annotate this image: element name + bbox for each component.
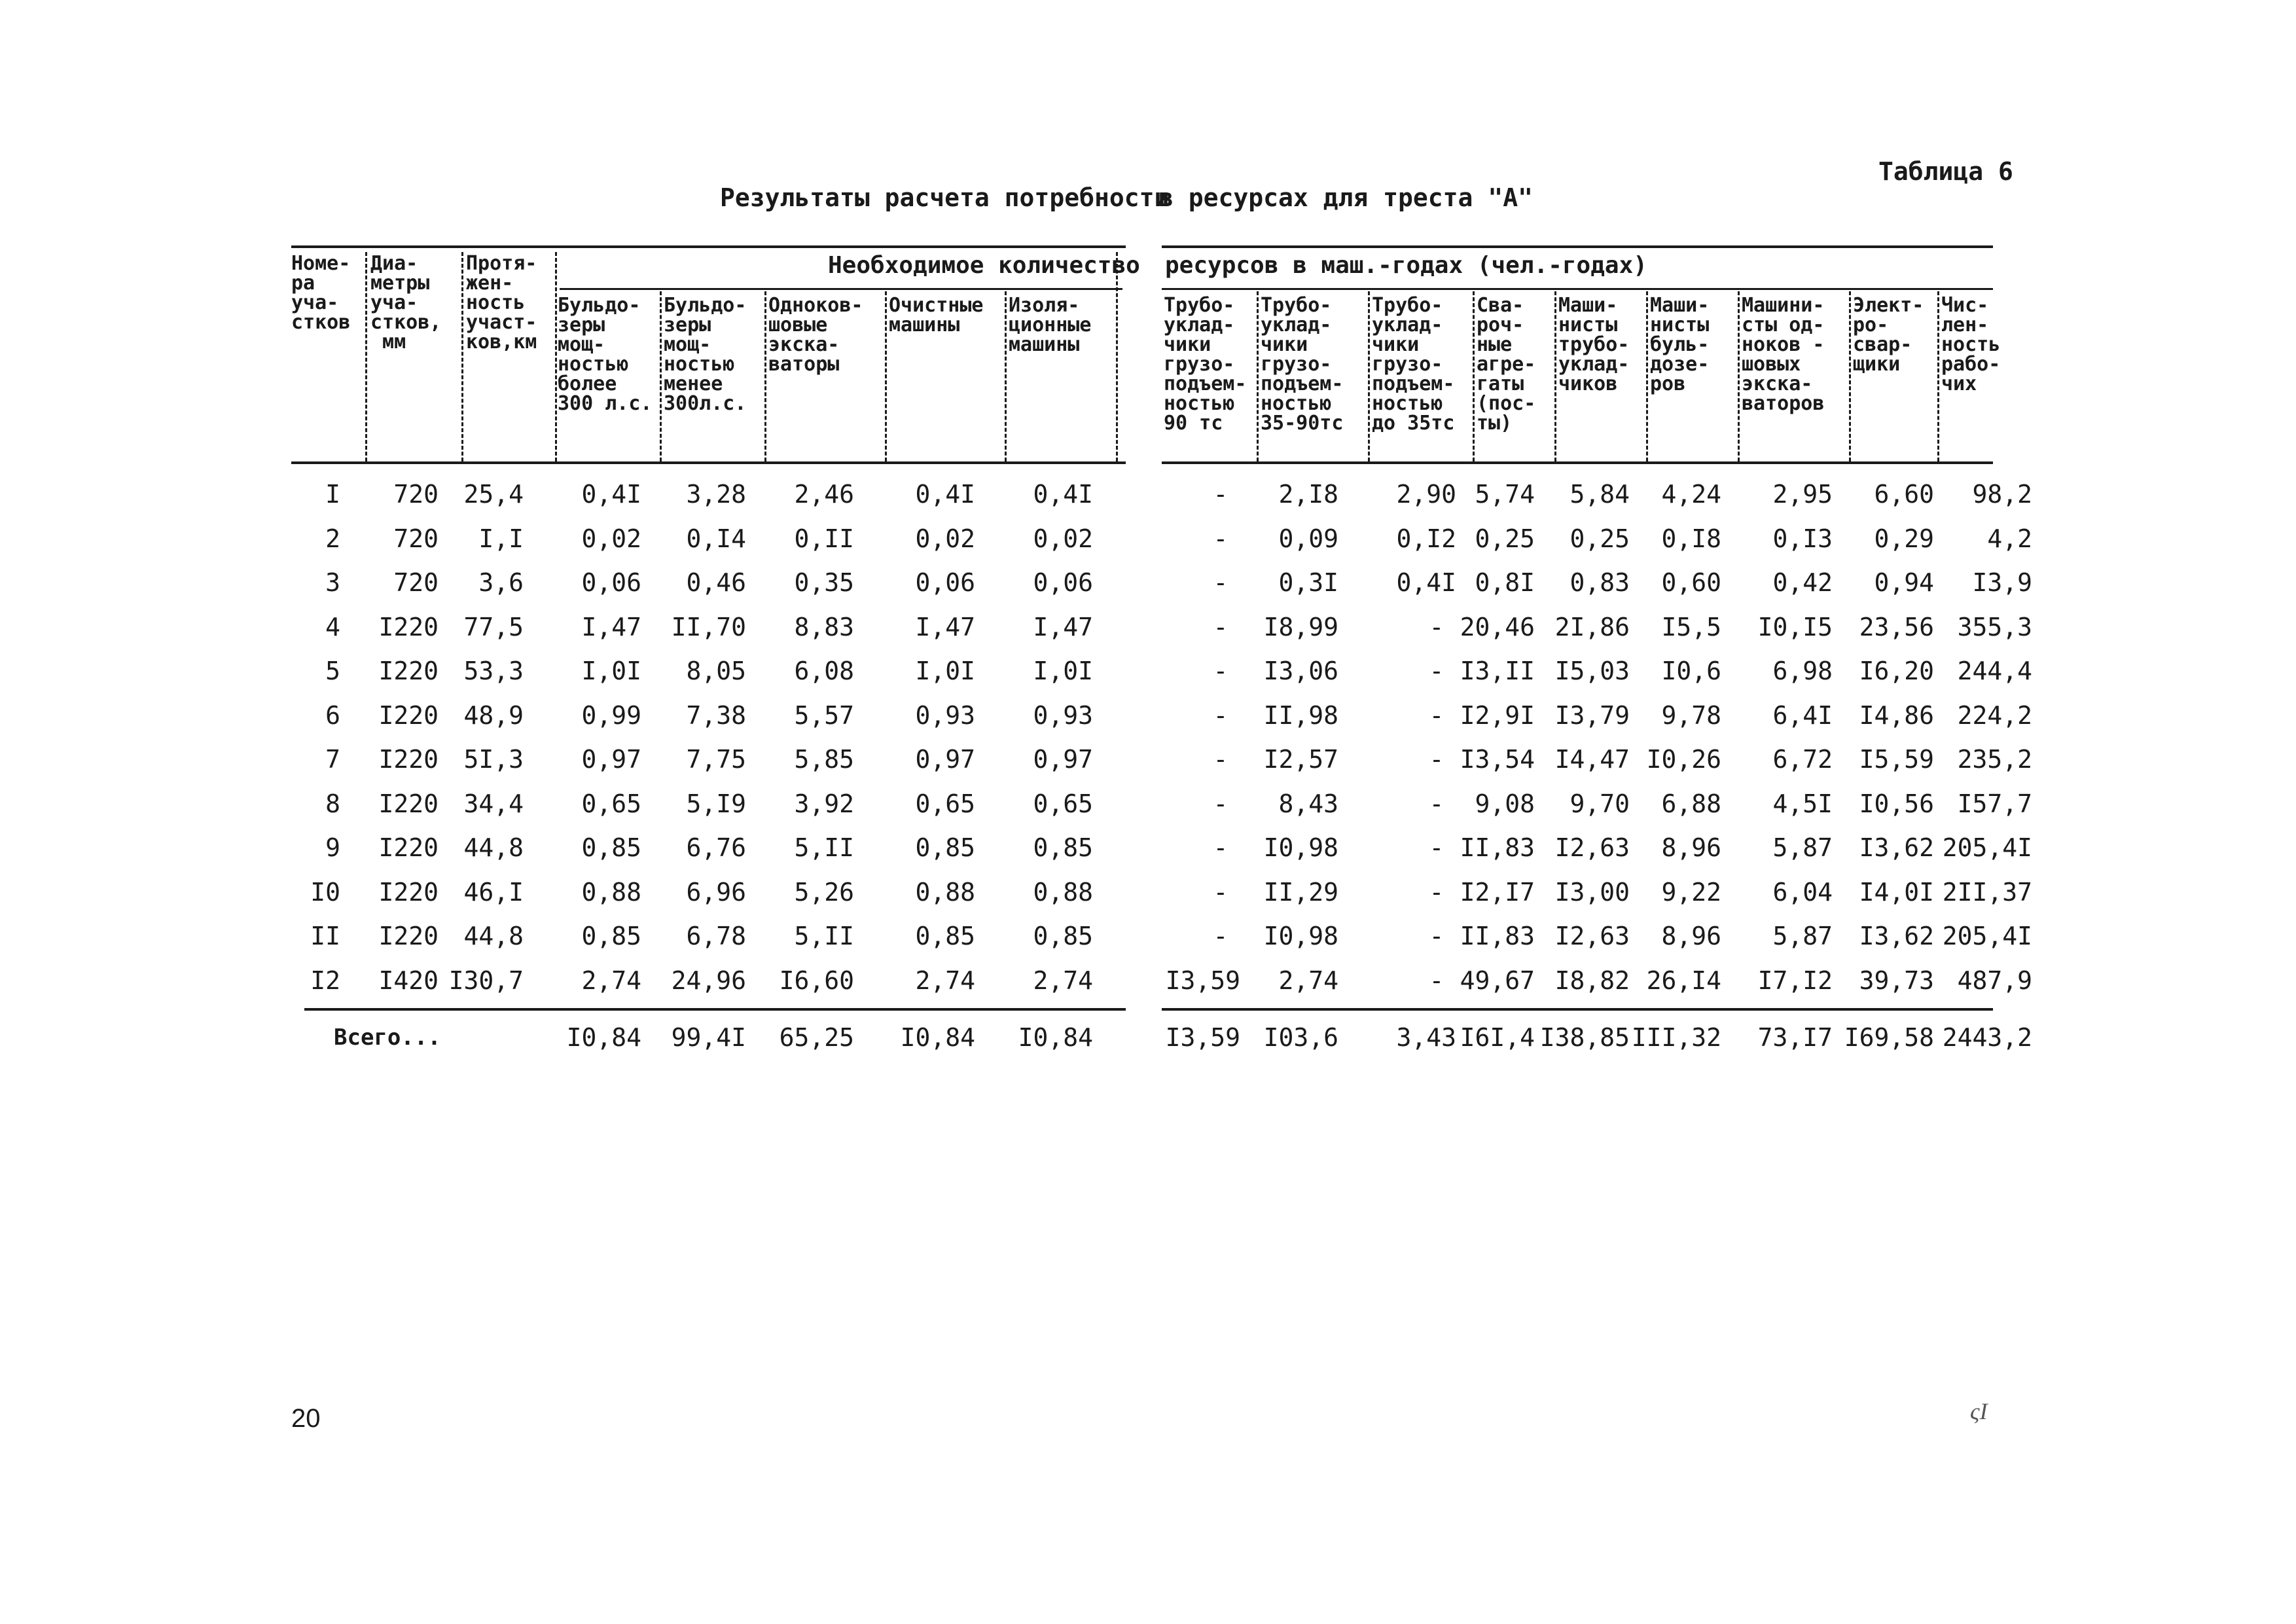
table-cell: 0,97 [1033, 745, 1093, 774]
table-cell: I8,99 [1263, 612, 1338, 641]
table-cell: I0,I5 [1757, 612, 1833, 641]
table-cell: 205,4I [1942, 833, 2032, 862]
table-cell: I4,86 [1859, 700, 1934, 730]
col-divider [1473, 291, 1475, 461]
table-cell: 0,02 [1033, 524, 1093, 553]
table-cell: 0,93 [1033, 700, 1093, 730]
table-cell: 224,2 [1957, 700, 2032, 730]
table-cell: 0,65 [581, 789, 641, 818]
col-divider [1937, 291, 1939, 461]
col-divider [764, 291, 766, 461]
table-cell: I7,I2 [1757, 965, 1833, 995]
row-number: 6 [325, 700, 340, 730]
col-divider [1646, 291, 1648, 461]
table-cell: I6,60 [779, 965, 854, 995]
table-cell: I,0I [915, 657, 975, 685]
table-cell: 23,56 [1859, 612, 1934, 641]
table-cell: - [1213, 480, 1229, 509]
table-cell: 0,85 [581, 833, 641, 862]
row-number: 7 [325, 745, 340, 774]
table-cell: 8,43 [1278, 789, 1338, 818]
table-cell: 0,88 [915, 877, 975, 907]
table-cell: I3,62 [1859, 833, 1934, 862]
table-cell: 25,4 [463, 480, 524, 509]
table-cell: 44,8 [463, 833, 524, 862]
table-cell: I220 [378, 657, 439, 685]
table-cell: 0,97 [915, 745, 975, 774]
row-number: 8 [325, 789, 340, 818]
table-cell: - [1213, 657, 1229, 685]
table-cell: 5,84 [1570, 480, 1630, 509]
col-divider [365, 252, 367, 461]
table-cell: I220 [378, 922, 439, 950]
table-cell: 77,5 [463, 612, 524, 641]
table-cell: 0,4I [1033, 480, 1093, 509]
table-cell: I5,03 [1554, 657, 1630, 685]
table-cell: - [1429, 612, 1444, 641]
col-divider [1005, 291, 1007, 461]
row-number: 2 [325, 524, 340, 553]
table-cell: 355,3 [1957, 612, 2032, 641]
col-header-workers-count: Чис- лен- ность рабо- чих [1941, 294, 2001, 395]
table-cell: 6,98 [1772, 657, 1833, 685]
table-cell: 9,22 [1661, 877, 1721, 907]
table-cell: I6,20 [1859, 657, 1934, 685]
table-cell: 0,09 [1278, 524, 1338, 553]
table-cell: 0,85 [1033, 922, 1093, 950]
table-cell: 6,96 [686, 877, 746, 907]
table-cell: 8,96 [1661, 922, 1721, 950]
table-cell: - [1429, 745, 1444, 774]
table-cell: 0,06 [581, 568, 641, 597]
table-cell: 0,02 [915, 524, 975, 553]
table-cell: 98,2 [1972, 480, 2032, 509]
col-divider [1116, 252, 1118, 461]
table-cell: II,83 [1460, 922, 1535, 950]
table-cell: 7,75 [686, 745, 746, 774]
table-cell: 8,05 [686, 657, 746, 685]
table-cell: 2,74 [581, 965, 641, 995]
table-cell: 0,02 [581, 524, 641, 553]
table-cell: 6,72 [1772, 745, 1833, 774]
table-cell: 5,87 [1772, 922, 1833, 950]
table-cell: I0,56 [1859, 789, 1934, 818]
col-divider [1849, 291, 1851, 461]
header-bottom-rule-right [1162, 461, 1993, 464]
col-header-welders: Элект- ро- свар- щики [1853, 294, 1924, 376]
table-cell: I,47 [915, 612, 975, 641]
table-cell: I30,7 [448, 965, 524, 995]
table-cell: I3,06 [1263, 657, 1338, 685]
table-cell: 0,I8 [1661, 524, 1721, 553]
table-cell: 487,9 [1957, 965, 2032, 995]
header-bottom-rule-left [291, 461, 1126, 464]
totals-cell: 73,I7 [1757, 1023, 1833, 1052]
table-cell: I2,I7 [1460, 877, 1535, 907]
col-divider [1738, 291, 1740, 461]
table-cell: 0,88 [1033, 877, 1093, 907]
totals-label: Всего... [334, 1024, 441, 1051]
totals-cell: I0,84 [566, 1023, 641, 1052]
table-cell: - [1213, 877, 1229, 907]
row-number: 9 [325, 833, 340, 862]
table-cell: I3,59 [1165, 965, 1240, 995]
table-cell: 2,95 [1772, 480, 1833, 509]
table-cell: I2,9I [1460, 700, 1535, 730]
row-number: 3 [325, 568, 340, 597]
table-cell: - [1213, 789, 1229, 818]
table-cell: 5,85 [794, 745, 854, 774]
table-cell: 9,78 [1661, 700, 1721, 730]
table-cell: 53,3 [463, 657, 524, 685]
table-cell: I2,57 [1263, 745, 1338, 774]
totals-cell: I38,85 [1539, 1023, 1630, 1052]
table-cell: 720 [393, 524, 439, 553]
table-cell: 6,76 [686, 833, 746, 862]
table-cell: 9,08 [1475, 789, 1535, 818]
table-cell: 720 [393, 568, 439, 597]
table-cell: 0,83 [1570, 568, 1630, 597]
table-cell: - [1429, 922, 1444, 950]
table-cell: I8,82 [1554, 965, 1630, 995]
subheader-rule-left [560, 288, 1122, 290]
row-number: I0 [310, 877, 340, 907]
table-cell: I220 [378, 877, 439, 907]
table-cell: - [1429, 965, 1444, 995]
table-cell: I3,62 [1859, 922, 1934, 950]
table-cell: 2,74 [1278, 965, 1338, 995]
table-cell: I3,9 [1972, 568, 2032, 597]
table-cell: 7,38 [686, 700, 746, 730]
top-rule-left [291, 245, 1126, 248]
table-number: Таблица 6 [1878, 157, 2013, 186]
table-cell: 4,5I [1772, 789, 1833, 818]
table-cell: 720 [393, 480, 439, 509]
col-divider [555, 252, 557, 461]
table-cell: I4,47 [1554, 745, 1630, 774]
totals-cell: 2443,2 [1942, 1023, 2032, 1052]
table-cell: 0,4I [915, 480, 975, 509]
col-divider [885, 291, 887, 461]
table-cell: II,29 [1263, 877, 1338, 907]
totals-cell: 99,4I [671, 1023, 746, 1052]
table-cell: 5,II [794, 833, 854, 862]
table-cell: 5I,3 [463, 745, 524, 774]
table-cell: 6,78 [686, 922, 746, 950]
table-cell: 0,85 [915, 833, 975, 862]
table-cell: 2I,86 [1554, 612, 1630, 641]
table-cell: - [1429, 700, 1444, 730]
table-cell: I,0I [1033, 657, 1093, 685]
table-cell: I3,00 [1554, 877, 1630, 907]
caption-right: в ресурсах для треста "А" [1158, 183, 1533, 212]
page-number: 20 [291, 1404, 321, 1433]
page-mark-right: ςI [1970, 1398, 1988, 1424]
span-header-left: Необходимое количество [828, 252, 1140, 279]
table-cell: 0,06 [1033, 568, 1093, 597]
table-cell: 48,9 [463, 700, 524, 730]
table-cell: 20,46 [1460, 612, 1535, 641]
row-number: 5 [325, 657, 340, 685]
col-divider [1368, 291, 1370, 461]
table-cell: 5,74 [1475, 480, 1535, 509]
table-cell: - [1429, 877, 1444, 907]
table-cell: 2,46 [794, 480, 854, 509]
row-number: II [310, 922, 340, 950]
table-cell: 0,65 [1033, 789, 1093, 818]
table-cell: I220 [378, 789, 439, 818]
table-cell: 5,26 [794, 877, 854, 907]
table-cell: I220 [378, 612, 439, 641]
col-header-cleaning-machines: Очистные машины [889, 294, 984, 336]
table-cell: 0,8I [1475, 568, 1535, 597]
table-cell: 34,4 [463, 789, 524, 818]
totals-rule-left [304, 1008, 1126, 1011]
table-cell: II,70 [671, 612, 746, 641]
totals-cell: I03,6 [1263, 1023, 1338, 1052]
table-cell: I,47 [581, 612, 641, 641]
col-header-welding-units: Сва- роч- ные агре- гаты (пос- ты) [1477, 294, 1536, 435]
span-header-right: ресурсов в маш.-годах (чел.-годах) [1165, 252, 1647, 279]
totals-cell: I6I,4 [1460, 1023, 1535, 1052]
totals-cell: I0,84 [900, 1023, 975, 1052]
table-cell: I3,54 [1460, 745, 1535, 774]
table-cell: 0,4I [581, 480, 641, 509]
totals-cell: 3,43 [1396, 1023, 1456, 1052]
table-cell: I2,63 [1554, 922, 1630, 950]
table-cell: 24,96 [671, 965, 746, 995]
table-cell: 0,97 [581, 745, 641, 774]
table-cell: I5,59 [1859, 745, 1934, 774]
col-divider [1554, 291, 1556, 461]
table-cell: 3,6 [478, 568, 524, 597]
table-cell: 0,06 [915, 568, 975, 597]
table-cell: 0,I3 [1772, 524, 1833, 553]
table-cell: 0,85 [581, 922, 641, 950]
table-cell: I,47 [1033, 612, 1093, 641]
col-header-diameter: Диа- метры уча- стков, мм [370, 252, 442, 353]
caption-left: Результаты расчета потребности [720, 183, 1170, 212]
row-number: I2 [310, 965, 340, 995]
totals-cell: I0,84 [1018, 1023, 1093, 1052]
top-rule-right [1162, 245, 1993, 248]
table-cell: 2,90 [1396, 480, 1456, 509]
table-cell: 205,4I [1942, 922, 2032, 950]
totals-cell: 65,25 [779, 1023, 854, 1052]
table-cell: 0,88 [581, 877, 641, 907]
col-header-pipelayers-90: Трубо- уклад- чики грузо- подъем- ностью 90 тс [1164, 294, 1247, 435]
col-header-pipelayers-under-35: Трубо- уклад- чики грузо- подъем- ностью до 35тс [1372, 294, 1455, 435]
table-cell: 4,24 [1661, 480, 1721, 509]
table-cell: 3,28 [686, 480, 746, 509]
table-cell: 26,I4 [1646, 965, 1721, 995]
table-cell: 6,60 [1874, 480, 1934, 509]
table-cell: I3,II [1460, 657, 1535, 685]
table-cell: - [1213, 745, 1229, 774]
table-cell: 244,4 [1957, 657, 2032, 685]
table-cell: 0,25 [1475, 524, 1535, 553]
table-cell: 235,2 [1957, 745, 2032, 774]
table-cell: 0,46 [686, 568, 746, 597]
table-cell: 0,4I [1396, 568, 1456, 597]
table-cell: - [1213, 922, 1229, 950]
table-cell: 8,96 [1661, 833, 1721, 862]
table-cell: 2,74 [1033, 965, 1093, 995]
table-cell: 0,94 [1874, 568, 1934, 597]
table-cell: 0,3I [1278, 568, 1338, 597]
col-divider [1257, 291, 1259, 461]
table-cell: 0,25 [1570, 524, 1630, 553]
col-divider [660, 291, 662, 461]
table-cell: 0,99 [581, 700, 641, 730]
table-cell: II,83 [1460, 833, 1535, 862]
table-cell: 0,42 [1772, 568, 1833, 597]
table-cell: 0,93 [915, 700, 975, 730]
subheader-rule-right [1162, 288, 1993, 290]
col-divider [461, 252, 463, 461]
table-cell: I220 [378, 745, 439, 774]
col-header-section-no: Номе- ра уча- стков [291, 252, 351, 334]
col-header-bulldozers-over-300: Бульдо- зеры мощ- ностью более 300 л.с. [558, 294, 653, 415]
table-cell: - [1213, 612, 1229, 641]
table-cell: 2,74 [915, 965, 975, 995]
table-cell: I,0I [581, 657, 641, 685]
col-header-single-bucket-excavators: Одноков- шовые экска- ваторы [768, 294, 863, 376]
table-cell: I4,0I [1859, 877, 1934, 907]
table-cell: 9,70 [1570, 789, 1630, 818]
col-header-pipelayer-operators: Маши- нисты трубо- уклад- чиков [1558, 294, 1630, 395]
table-cell: II,98 [1263, 700, 1338, 730]
table-cell: 5,87 [1772, 833, 1833, 862]
table-cell: 5,II [794, 922, 854, 950]
table-cell: - [1213, 833, 1229, 862]
table-cell: 2,I8 [1278, 480, 1338, 509]
table-cell: 39,73 [1859, 965, 1934, 995]
table-cell: - [1213, 524, 1229, 553]
table-cell: 0,85 [1033, 833, 1093, 862]
table-cell: 4,2 [1987, 524, 2032, 553]
table-cell: - [1213, 700, 1229, 730]
totals-cell: III,32 [1631, 1023, 1721, 1052]
table-cell: 0,60 [1661, 568, 1721, 597]
table-cell: 6,08 [794, 657, 854, 685]
col-header-bulldozer-operators: Маши- нисты буль- дозе- ров [1650, 294, 1710, 395]
table-cell: I220 [378, 833, 439, 862]
table-cell: 8,83 [794, 612, 854, 641]
row-number: I [325, 480, 340, 509]
table-cell: 2II,37 [1942, 877, 2032, 907]
table-cell: 0,29 [1874, 524, 1934, 553]
table-cell: - [1213, 568, 1229, 597]
row-number: 4 [325, 612, 340, 641]
table-cell: I0,98 [1263, 922, 1338, 950]
table-cell: I3,79 [1554, 700, 1630, 730]
table-cell: 3,92 [794, 789, 854, 818]
col-header-insulating-machines: Изоля- ционные машины [1009, 294, 1092, 356]
table-cell: I57,7 [1957, 789, 2032, 818]
totals-cell: I69,58 [1844, 1023, 1934, 1052]
table-cell: 6,4I [1772, 700, 1833, 730]
table-cell: 5,57 [794, 700, 854, 730]
table-cell: 49,67 [1460, 965, 1535, 995]
table-cell: 0,85 [915, 922, 975, 950]
table-cell: I420 [378, 965, 439, 995]
table-cell: 6,88 [1661, 789, 1721, 818]
table-cell: 0,I2 [1396, 524, 1456, 553]
table-cell: I,I [478, 524, 524, 553]
table-cell: - [1429, 657, 1444, 685]
col-header-length: Протя- жен- ность участ- ков,км [466, 252, 537, 353]
totals-rule-right [1162, 1008, 1993, 1011]
table-cell: 6,04 [1772, 877, 1833, 907]
table-cell: - [1429, 789, 1444, 818]
col-header-bulldozers-under-300: Бульдо- зеры мощ- ностью менее 300л.с. [664, 294, 747, 415]
table-cell: I0,98 [1263, 833, 1338, 862]
totals-cell: I3,59 [1165, 1023, 1240, 1052]
table-cell: - [1429, 833, 1444, 862]
table-cell: 0,II [794, 524, 854, 553]
table-cell: 44,8 [463, 922, 524, 950]
table-cell: 0,35 [794, 568, 854, 597]
table-cell: I220 [378, 700, 439, 730]
table-cell: 0,65 [915, 789, 975, 818]
col-header-pipelayers-35-90: Трубо- уклад- чики грузо- подъем- ностью 35-90тс [1261, 294, 1344, 435]
table-cell: 0,I4 [686, 524, 746, 553]
table-cell: 46,I [463, 877, 524, 907]
table-cell: 5,I9 [686, 789, 746, 818]
table-cell: I2,63 [1554, 833, 1630, 862]
table-cell: I0,26 [1646, 745, 1721, 774]
table-cell: I5,5 [1661, 612, 1721, 641]
table-cell: I0,6 [1661, 657, 1721, 685]
col-header-excavator-operators: Машини- сты од- ноков - шовых экска- ваторов [1742, 294, 1825, 415]
